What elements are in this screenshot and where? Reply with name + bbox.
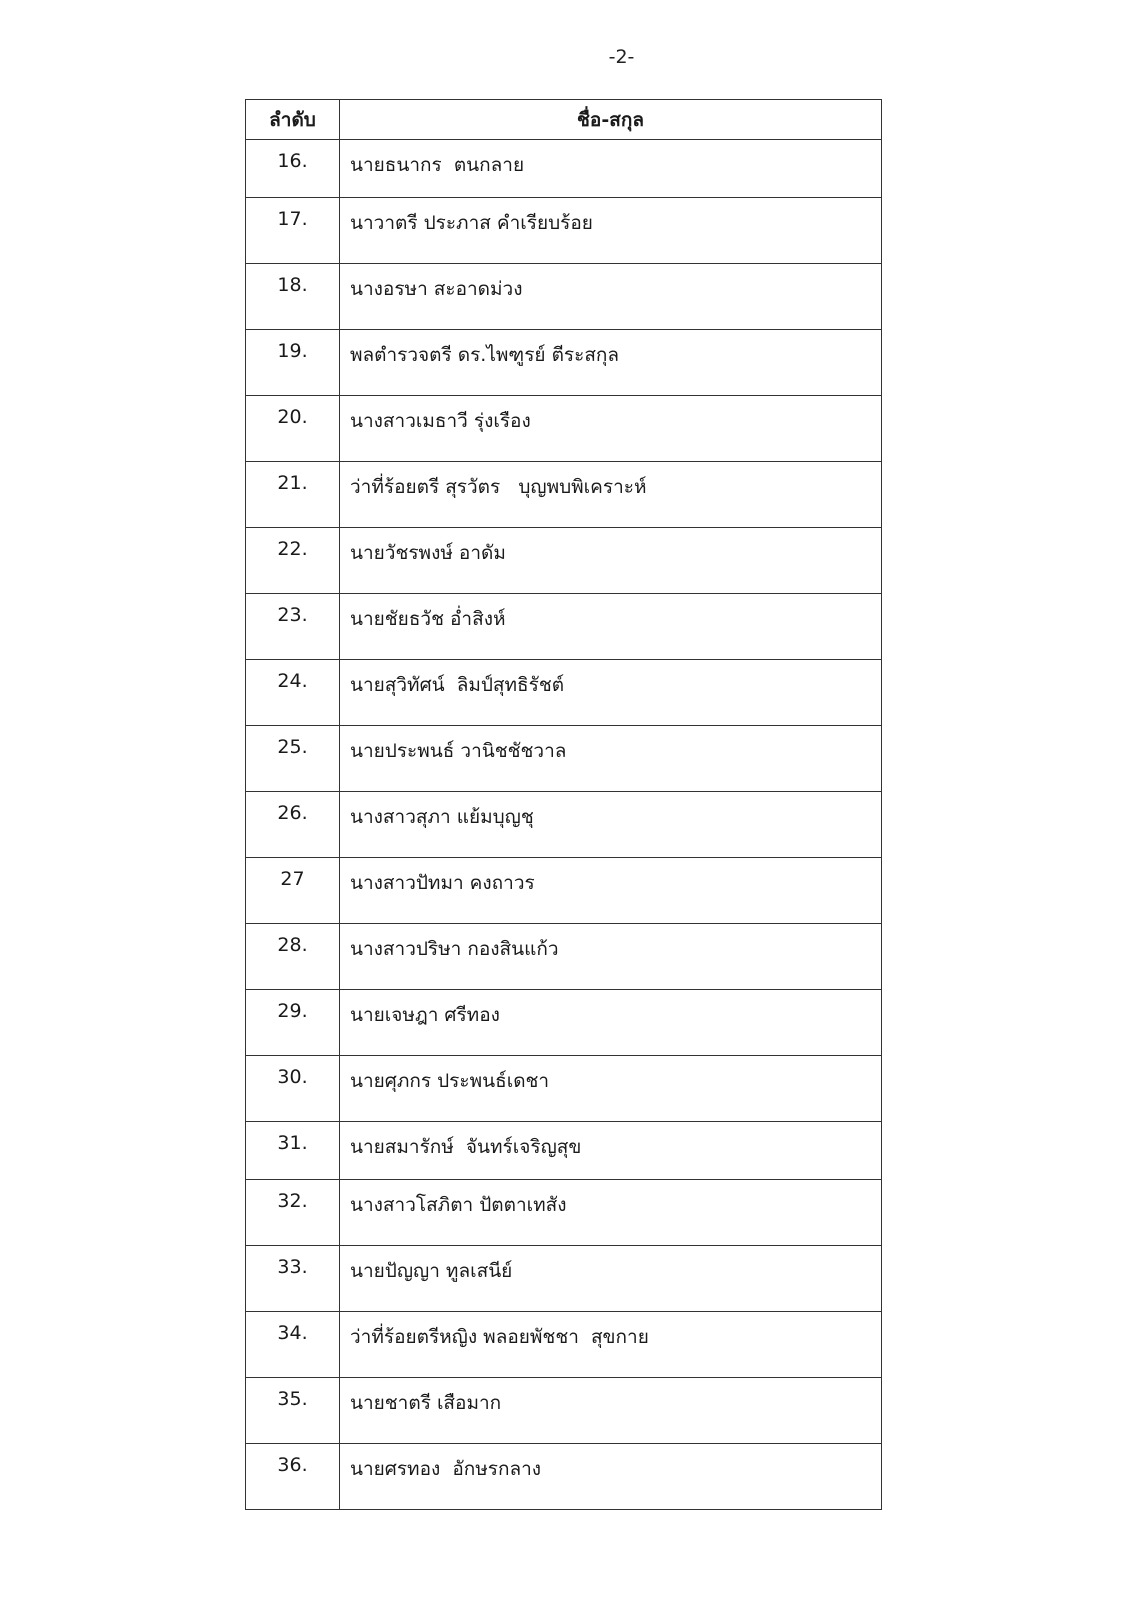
table-row xyxy=(246,198,882,264)
table-row xyxy=(246,330,882,396)
row-number: 21. xyxy=(246,462,340,528)
row-number: 32. xyxy=(246,1180,340,1246)
row-number: 34. xyxy=(246,1312,340,1378)
row-full-name: นายเจษฎา ศรีทอง xyxy=(340,990,882,1056)
table-row xyxy=(246,396,882,462)
row-number: 27 xyxy=(246,858,340,924)
row-number: 31. xyxy=(246,1122,340,1180)
table-row xyxy=(246,528,882,594)
row-number: 30. xyxy=(246,1056,340,1122)
row-full-name: นายวัชรพงษ์ อาดัม xyxy=(340,528,882,594)
row-full-name: นางอรษา สะอาดม่วง xyxy=(340,264,882,330)
row-number: 20. xyxy=(246,396,340,462)
row-number: 33. xyxy=(246,1246,340,1312)
table-row xyxy=(246,1122,882,1180)
row-number: 25. xyxy=(246,726,340,792)
row-full-name: นายประพนธ์ วานิชชัชวาล xyxy=(340,726,882,792)
table-row xyxy=(246,594,882,660)
table-row xyxy=(246,660,882,726)
row-full-name: นายศุภกร ประพนธ์เดชา xyxy=(340,1056,882,1122)
row-number: 28. xyxy=(246,924,340,990)
row-full-name: นางสาวเมธาวี รุ่งเรือง xyxy=(340,396,882,462)
roster-table xyxy=(245,99,882,1510)
table-row xyxy=(246,1056,882,1122)
table-row xyxy=(246,264,882,330)
row-full-name: พลตำรวจตรี ดร.ไพฑูรย์ ตีระสกุล xyxy=(340,330,882,396)
row-full-name: นาวาตรี ประภาส คำเรียบร้อย xyxy=(340,198,882,264)
row-full-name: นายธนากร ตนกลาย xyxy=(340,140,882,198)
table-header-row xyxy=(246,100,882,140)
row-full-name: นายปัญญา ทูลเสนีย์ xyxy=(340,1246,882,1312)
table-row xyxy=(246,858,882,924)
row-number: 35. xyxy=(246,1378,340,1444)
row-full-name: นายศรทอง อักษรกลาง xyxy=(340,1444,882,1510)
table-row xyxy=(246,726,882,792)
header-order: ลำดับ xyxy=(246,100,340,140)
table-row xyxy=(246,1246,882,1312)
table-row xyxy=(246,1378,882,1444)
row-number: 26. xyxy=(246,792,340,858)
row-full-name: นางสาวปัทมา คงถาวร xyxy=(340,858,882,924)
table-row xyxy=(246,140,882,198)
table-row xyxy=(246,1312,882,1378)
row-full-name: นายชาตรี เสือมาก xyxy=(340,1378,882,1444)
row-number: 18. xyxy=(246,264,340,330)
row-full-name: นายสุวิทัศน์ ลิมป์สุทธิรัชต์ xyxy=(340,660,882,726)
row-number: 24. xyxy=(246,660,340,726)
table-row xyxy=(246,462,882,528)
table-row xyxy=(246,1444,882,1510)
table-row xyxy=(246,990,882,1056)
row-number: 19. xyxy=(246,330,340,396)
row-full-name: นางสาวโสภิตา ปัตตาเทสัง xyxy=(340,1180,882,1246)
roster-body xyxy=(246,140,882,1510)
row-full-name: นางสาวสุภา แย้มบุญชุ xyxy=(340,792,882,858)
row-number: 29. xyxy=(246,990,340,1056)
table-row xyxy=(246,792,882,858)
row-number: 17. xyxy=(246,198,340,264)
row-number: 22. xyxy=(246,528,340,594)
table-row xyxy=(246,924,882,990)
row-full-name: ว่าที่ร้อยตรีหญิง พลอยพัชชา สุขกาย xyxy=(340,1312,882,1378)
row-full-name: นางสาวปริษา กองสินแก้ว xyxy=(340,924,882,990)
row-full-name: นายสมารักษ์ จันทร์เจริญสุข xyxy=(340,1122,882,1180)
row-full-name: นายชัยธวัช อ่ำสิงห์ xyxy=(340,594,882,660)
row-number: 36. xyxy=(246,1444,340,1510)
table-row xyxy=(246,1180,882,1246)
page-number: -2- xyxy=(608,46,635,68)
row-full-name: ว่าที่ร้อยตรี สุรวัตร บุญพบพิเคราะห์ xyxy=(340,462,882,528)
row-number: 16. xyxy=(246,140,340,198)
header-name: ชื่อ-สกุล xyxy=(340,100,882,140)
row-number: 23. xyxy=(246,594,340,660)
